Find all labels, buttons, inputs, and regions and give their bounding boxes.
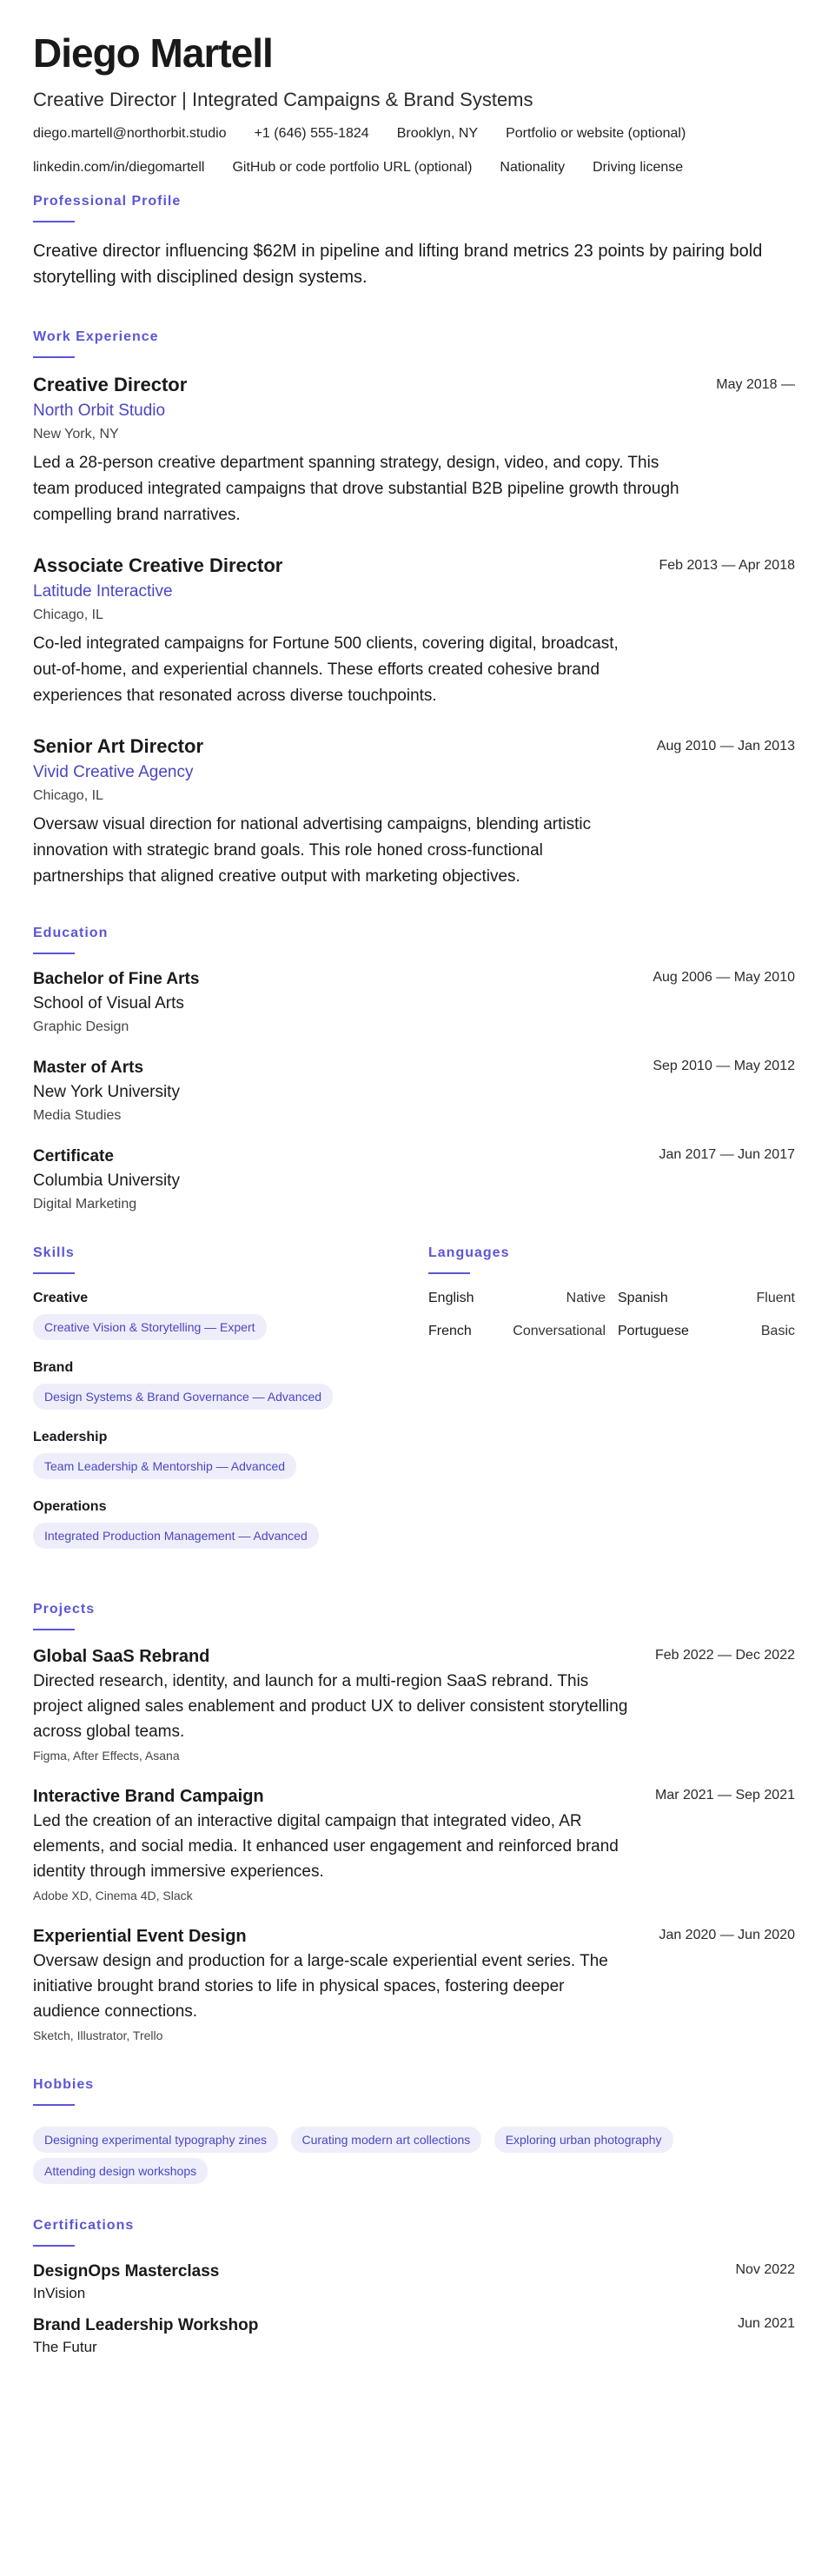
cert-issuer: InVision [33, 2285, 86, 2302]
section-title: Projects [33, 1602, 96, 1617]
project-tools: Sketch, Illustrator, Trello [33, 2028, 163, 2043]
project-description: Led the creation of an interactive digital campaign that integrated video, AR elements, and social media. It enhanced user engagement and reinforced brand identity through immersive experiences. [33, 1812, 619, 1882]
skill-group [33, 1359, 415, 1410]
section-divider [428, 1272, 470, 1274]
job-title: Associate Creative Director [33, 554, 283, 577]
contact-email[interactable]: diego.martell@northorbit.studio [33, 126, 227, 142]
contact-phone[interactable]: +1 (646) 555-1824 [254, 126, 369, 142]
language-name: Portuguese [618, 1324, 689, 1339]
education-entry [33, 1147, 795, 1213]
project-entry [33, 1786, 795, 1903]
certifications-section [33, 2217, 795, 2356]
skill-category: Leadership [33, 1430, 108, 1445]
headline: Creative Director | Integrated Campaigns & Brand Systems [33, 89, 533, 110]
edu-school: New York University [33, 1083, 180, 1102]
job-entry [33, 735, 795, 890]
edu-school: Columbia University [33, 1172, 180, 1191]
contact-portfolio[interactable]: Portfolio or website (optional) [506, 126, 686, 142]
edu-degree: Certificate [33, 1147, 114, 1166]
job-location: Chicago, IL [33, 607, 103, 623]
section-divider [33, 221, 75, 222]
projects-section [33, 1601, 795, 2043]
edu-school: School of Visual Arts [33, 994, 184, 1013]
edu-field: Digital Marketing [33, 1197, 137, 1212]
contact-driving-license: Driving license [593, 160, 684, 176]
skill-tag: Design Systems & Brand Governance — Advanced [33, 1384, 333, 1410]
education-section [33, 925, 795, 1213]
cert-date: Jun 2021 [738, 2316, 795, 2332]
languages-section [428, 1245, 795, 1568]
skill-category: Operations [33, 1499, 107, 1515]
cert-name: Brand Leadership Workshop [33, 2316, 259, 2335]
skills-section [33, 1245, 415, 1568]
skill-group [33, 1429, 415, 1479]
section-divider [33, 1629, 75, 1630]
section-divider [33, 953, 75, 954]
section-title: Work Experience [33, 329, 159, 345]
hobby-tag: Curating modern art collections [291, 2127, 482, 2153]
cert-issuer: The Futur [33, 2339, 97, 2356]
skills-languages-row [33, 1245, 795, 1568]
section-title: Skills [33, 1245, 75, 1261]
language-name: French [428, 1324, 472, 1339]
certification-entry [33, 2262, 795, 2302]
cert-date: Nov 2022 [735, 2262, 795, 2278]
job-company: Latitude Interactive [33, 582, 173, 601]
skill-group [33, 1498, 415, 1549]
candidate-name: Diego Martell [33, 30, 273, 76]
contact-info [33, 125, 795, 176]
language-level: Conversational [513, 1324, 606, 1339]
project-tools: Figma, After Effects, Asana [33, 1749, 180, 1763]
language-item [428, 1323, 606, 1340]
section-title: Languages [428, 1245, 510, 1261]
contact-github[interactable]: GitHub or code portfolio URL (optional) [232, 160, 473, 176]
job-location: New York, NY [33, 427, 119, 442]
section-title: Professional Profile [33, 194, 182, 209]
project-description: Oversaw design and production for a large-scale experiential event series. The initiative brought brand stories to life in physical spaces, fostering deeper audience connections. [33, 1952, 608, 2022]
skill-category: Creative [33, 1291, 89, 1306]
edu-degree: Master of Arts [33, 1059, 144, 1078]
language-level: Fluent [756, 1291, 795, 1306]
contact-linkedin[interactable]: linkedin.com/in/diegomartell [33, 160, 205, 176]
section-title: Hobbies [33, 2077, 95, 2093]
job-company: Vivid Creative Agency [33, 763, 194, 782]
education-entry [33, 1059, 795, 1125]
job-title: Creative Director [33, 374, 188, 396]
section-divider [33, 2104, 75, 2106]
language-list [428, 1290, 795, 1340]
language-item [428, 1290, 606, 1307]
project-date: Mar 2021 — Sep 2021 [655, 1788, 795, 1803]
job-entry [33, 374, 795, 528]
project-entry [33, 1646, 795, 1763]
skill-group [33, 1290, 415, 1340]
job-description: Co-led integrated campaigns for Fortune 500 clients, covering digital, broadcast, out-of-home, and experiential channels. These efforts created cohesive brand experiences that resonated across diverse touchpoints. [33, 634, 619, 706]
section-divider [33, 1272, 75, 1274]
hobby-tag: Attending design workshops [33, 2158, 208, 2184]
skill-category: Brand [33, 1360, 74, 1376]
skill-tag: Team Leadership & Mentorship — Advanced [33, 1453, 296, 1479]
edu-field: Media Studies [33, 1108, 122, 1124]
section-divider [33, 2245, 75, 2247]
job-description: Oversaw visual direction for national advertising campaigns, blending artistic innovation with strategic brand goals. This role honed cross-functional partnerships that aligned creative output with marketing objectives. [33, 815, 592, 886]
language-level: Basic [760, 1324, 795, 1339]
contact-location: Brooklyn, NY [396, 126, 479, 142]
job-company: North Orbit Studio [33, 402, 166, 421]
job-location: Chicago, IL [33, 788, 103, 804]
project-entry [33, 1926, 795, 2043]
contact-nationality: Nationality [500, 160, 566, 176]
section-title: Certifications [33, 2218, 135, 2234]
language-item [618, 1290, 795, 1307]
edu-field: Graphic Design [33, 1019, 129, 1035]
profile-section [33, 193, 795, 290]
project-description: Directed research, identity, and launch for a multi-region SaaS rebrand. This project aligned sales enablement and product UX to deliver consistent storytelling across global teams. [33, 1672, 628, 1742]
edu-date: Sep 2010 — May 2012 [652, 1059, 795, 1074]
hobby-tag: Exploring urban photography [494, 2127, 673, 2153]
project-name: Global SaaS Rebrand [33, 1647, 210, 1667]
hobby-tag: Designing experimental typography zines [33, 2127, 278, 2153]
job-date: Aug 2010 — Jan 2013 [656, 739, 795, 754]
edu-date: Aug 2006 — May 2010 [652, 970, 795, 986]
language-level: Native [566, 1291, 606, 1306]
education-entry [33, 970, 795, 1036]
project-tools: Adobe XD, Cinema 4D, Slack [33, 1889, 193, 1903]
hobby-list [33, 2121, 780, 2184]
hobbies-section [33, 2076, 795, 2184]
profile-text: Creative director influencing $62M in pipeline and lifting brand metrics 23 points by pairing bold storytelling with disciplined design systems. [33, 242, 763, 288]
language-name: Spanish [618, 1291, 668, 1306]
skill-tag: Integrated Production Management — Advanced [33, 1523, 319, 1549]
edu-date: Jan 2017 — Jun 2017 [659, 1147, 795, 1163]
cert-name: DesignOps Masterclass [33, 2262, 220, 2281]
skill-tag: Creative Vision & Storytelling — Expert [33, 1314, 267, 1340]
project-date: Feb 2022 — Dec 2022 [655, 1648, 795, 1663]
job-date: Feb 2013 — Apr 2018 [659, 558, 795, 574]
experience-section [33, 329, 795, 890]
project-name: Interactive Brand Campaign [33, 1787, 264, 1807]
project-date: Jan 2020 — Jun 2020 [659, 1928, 795, 1943]
job-entry [33, 554, 795, 709]
section-divider [33, 356, 75, 358]
certification-entry [33, 2316, 795, 2356]
section-title: Education [33, 926, 109, 941]
project-name: Experiential Event Design [33, 1927, 247, 1947]
job-date: May 2018 — [716, 377, 795, 393]
job-title: Senior Art Director [33, 735, 204, 758]
edu-degree: Bachelor of Fine Arts [33, 970, 200, 989]
language-item [618, 1323, 795, 1340]
job-description: Led a 28-person creative department spanning strategy, design, video, and copy. This team produced integrated campaigns that drove substantial B2B pipeline growth through compelling brand narratives. [33, 454, 679, 525]
language-name: English [428, 1291, 474, 1306]
